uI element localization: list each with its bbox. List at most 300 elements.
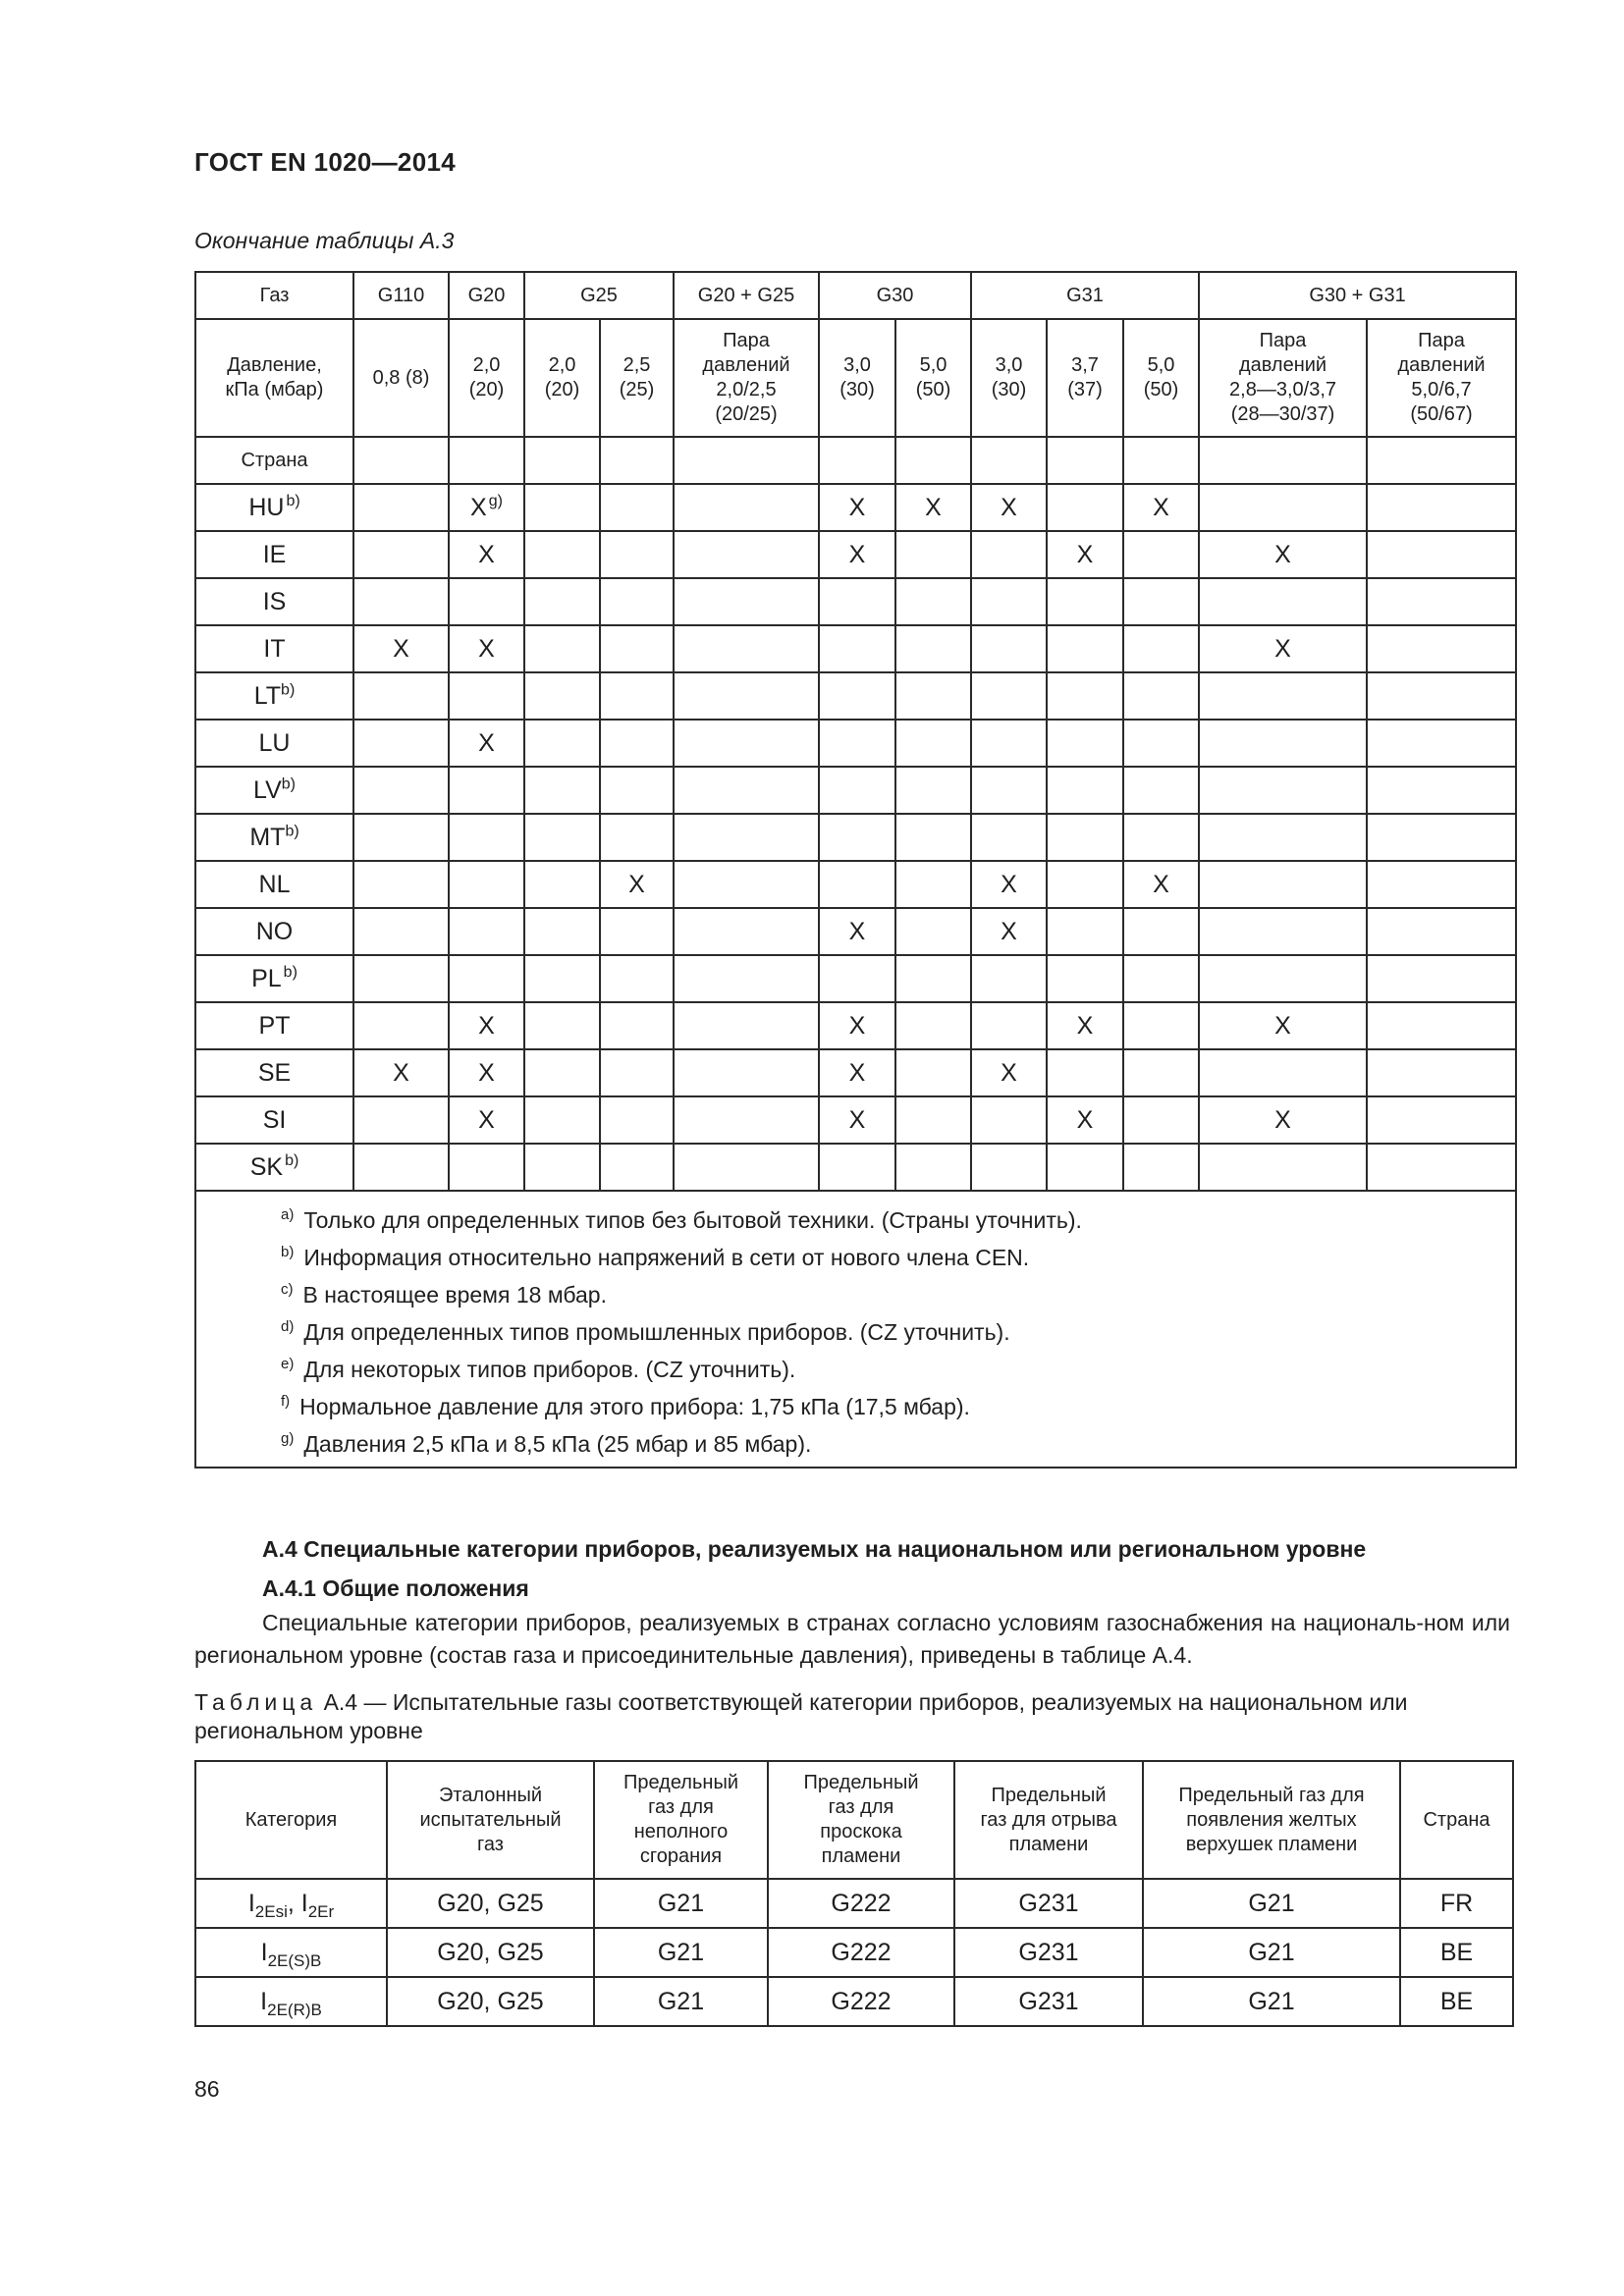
mark-cell bbox=[1199, 672, 1367, 720]
header-cell bbox=[1400, 1761, 1513, 1879]
table-row bbox=[195, 814, 1516, 861]
mark-cell bbox=[674, 578, 819, 625]
mark-cell bbox=[674, 531, 819, 578]
pressure-cell bbox=[1367, 319, 1516, 437]
cell-line: Предельный bbox=[623, 1772, 738, 1793]
footnote bbox=[281, 1201, 1515, 1239]
header-cell bbox=[387, 1761, 594, 1879]
footnote bbox=[281, 1425, 1515, 1463]
pressure-cell bbox=[449, 319, 524, 437]
mark-cell bbox=[600, 1049, 674, 1096]
footnote-text: В настоящее время 18 мбар. bbox=[302, 1282, 607, 1308]
cell-line: (28—30/37) bbox=[1230, 403, 1335, 425]
mark-x: X bbox=[393, 1058, 409, 1087]
notes-cell bbox=[195, 1191, 1516, 1468]
mark-x: X bbox=[1076, 1011, 1094, 1040]
gas-group-cell bbox=[971, 272, 1199, 319]
cell-incomplete bbox=[594, 1879, 768, 1928]
mark-cell bbox=[353, 578, 449, 625]
country-header-row bbox=[195, 437, 1516, 484]
mark-cell bbox=[819, 531, 895, 578]
footnote-text: Только для определенных типов без бытовой техники. (Страны уточнить). bbox=[303, 1207, 1082, 1233]
gas-group-label: G31 bbox=[1066, 284, 1104, 306]
mark-cell bbox=[449, 672, 524, 720]
country-cell bbox=[195, 531, 353, 578]
mark-x: X bbox=[925, 493, 942, 521]
mark-x: X bbox=[1001, 1058, 1017, 1087]
category-base: , I bbox=[287, 1889, 308, 1917]
country-cell bbox=[195, 1049, 353, 1096]
mark-cell bbox=[1123, 531, 1199, 578]
mark-cell bbox=[1199, 625, 1367, 672]
mark-cell bbox=[524, 908, 600, 955]
mark-cell bbox=[524, 767, 600, 814]
pressure-label-cell bbox=[195, 319, 353, 437]
mark-cell bbox=[1123, 672, 1199, 720]
country-code: SI bbox=[262, 1105, 287, 1134]
mark-cell bbox=[819, 720, 895, 767]
mark-cell bbox=[449, 720, 524, 767]
country-code: SK bbox=[249, 1152, 284, 1181]
country-code: LT bbox=[253, 681, 282, 710]
pressure-cell bbox=[971, 319, 1047, 437]
mark-cell bbox=[895, 672, 971, 720]
mark-x: X bbox=[478, 634, 495, 663]
mark-cell bbox=[1199, 578, 1367, 625]
mark-cell bbox=[819, 1144, 895, 1191]
cell-value: BE bbox=[1439, 1987, 1474, 2015]
mark-cell bbox=[1123, 767, 1199, 814]
mark-cell bbox=[1367, 1144, 1516, 1191]
table-row bbox=[195, 1144, 1516, 1191]
cell-line: газ bbox=[477, 1833, 504, 1855]
cell-line: Предельный газ для bbox=[1178, 1784, 1365, 1806]
mark-cell bbox=[674, 814, 819, 861]
category-base: I bbox=[260, 1987, 268, 2015]
cell-line: (50/67) bbox=[1410, 403, 1473, 425]
header-cell bbox=[1143, 1761, 1400, 1879]
mark-x: X bbox=[1076, 540, 1094, 568]
cell-value: BE bbox=[1439, 1938, 1474, 1966]
mark-cell bbox=[971, 955, 1047, 1002]
header-cell bbox=[768, 1761, 954, 1879]
mark-cell bbox=[1367, 720, 1516, 767]
category-sub: 2Er bbox=[307, 1901, 335, 1921]
cell-line: (30) bbox=[839, 379, 875, 400]
category-sub: 2Esi bbox=[254, 1901, 288, 1921]
mark-cell bbox=[353, 484, 449, 531]
cell-country bbox=[1400, 1928, 1513, 1977]
country-cell bbox=[195, 908, 353, 955]
mark-cell bbox=[1047, 720, 1123, 767]
mark-cell bbox=[1367, 814, 1516, 861]
gas-group-cell bbox=[1199, 272, 1516, 319]
mark-x: X bbox=[1274, 540, 1291, 568]
mark-cell bbox=[971, 861, 1047, 908]
mark-cell bbox=[353, 767, 449, 814]
mark-x: X bbox=[478, 540, 495, 568]
header-cell bbox=[954, 1761, 1143, 1879]
cell-value: G21 bbox=[657, 1987, 705, 2015]
country-code: IE bbox=[262, 540, 287, 568]
mark-cell bbox=[1367, 1096, 1516, 1144]
cell-ref bbox=[387, 1977, 594, 2026]
mark-cell bbox=[1047, 814, 1123, 861]
mark-cell bbox=[524, 814, 600, 861]
cell-line: 0,8 (8) bbox=[372, 366, 430, 389]
country-code: MT bbox=[249, 823, 286, 851]
country-code: PT bbox=[258, 1011, 291, 1040]
mark-cell bbox=[895, 861, 971, 908]
category-cell bbox=[195, 1928, 387, 1977]
empty-cell bbox=[1123, 437, 1199, 484]
mark-cell bbox=[895, 1144, 971, 1191]
mark-cell bbox=[819, 625, 895, 672]
country-code: LV bbox=[253, 775, 282, 804]
mark-cell bbox=[600, 814, 674, 861]
mark-cell bbox=[819, 1096, 895, 1144]
mark-cell bbox=[1047, 1002, 1123, 1049]
footnote-mark: e) bbox=[281, 1356, 295, 1373]
footnote bbox=[281, 1388, 1515, 1425]
mark-cell bbox=[1047, 484, 1123, 531]
cell-line: давлений bbox=[702, 354, 790, 376]
section-title: А.4 Специальные категории приборов, реализуемых на национальном или региональном уровне bbox=[262, 1536, 1367, 1562]
mark-cell bbox=[819, 1049, 895, 1096]
cell-line: (20/25) bbox=[715, 403, 778, 425]
footnote-ref: b) bbox=[286, 493, 300, 510]
pressure-cell bbox=[674, 319, 819, 437]
mark-x: X bbox=[1001, 493, 1017, 521]
mark-cell bbox=[895, 955, 971, 1002]
mark-cell bbox=[600, 1144, 674, 1191]
cell-incomplete bbox=[594, 1977, 768, 2026]
table-row bbox=[195, 1879, 1513, 1928]
cell-value: G231 bbox=[1018, 1889, 1079, 1917]
table-row bbox=[195, 672, 1516, 720]
cell-liftoff bbox=[954, 1879, 1143, 1928]
mark-cell bbox=[1123, 1144, 1199, 1191]
mark-cell bbox=[600, 484, 674, 531]
mark-cell bbox=[1199, 1049, 1367, 1096]
mark-cell bbox=[1367, 484, 1516, 531]
mark-cell bbox=[1047, 955, 1123, 1002]
mark-cell bbox=[449, 1096, 524, 1144]
mark-cell bbox=[600, 767, 674, 814]
mark-cell bbox=[1047, 531, 1123, 578]
cell-line: Категория bbox=[244, 1808, 338, 1831]
cell-line: газ для отрыва bbox=[980, 1808, 1117, 1831]
gas-group-label: G30 bbox=[876, 284, 914, 306]
country-label-cell bbox=[195, 437, 353, 484]
mark-cell bbox=[1047, 1096, 1123, 1144]
mark-cell bbox=[524, 861, 600, 908]
country-label: Страна bbox=[241, 449, 308, 471]
cell-line: (25) bbox=[619, 379, 655, 400]
mark-cell bbox=[971, 1144, 1047, 1191]
mark-cell bbox=[449, 578, 524, 625]
mark-cell bbox=[524, 484, 600, 531]
mark-cell bbox=[600, 625, 674, 672]
cell-line: 5,0 bbox=[1147, 354, 1175, 376]
mark-cell bbox=[1199, 1144, 1367, 1191]
cell-value: G222 bbox=[831, 1889, 892, 1917]
cell-line: 3,0 bbox=[995, 354, 1023, 376]
cell-value: G21 bbox=[1248, 1938, 1295, 1966]
table-a4-header-row bbox=[195, 1761, 1513, 1879]
cell-line: Предельный bbox=[991, 1784, 1107, 1806]
cell-line: испытательный bbox=[419, 1808, 562, 1831]
mark-x: X bbox=[628, 870, 645, 898]
cell-line: давлений bbox=[1397, 354, 1486, 376]
cell-yellow bbox=[1143, 1879, 1400, 1928]
notes-row bbox=[195, 1191, 1516, 1468]
mark-x: X bbox=[848, 1105, 866, 1134]
empty-cell bbox=[971, 437, 1047, 484]
footnote-mark: a) bbox=[281, 1206, 295, 1224]
table-row bbox=[195, 1977, 1513, 2026]
mark-cell bbox=[524, 1144, 600, 1191]
mark-cell bbox=[1199, 955, 1367, 1002]
footnote-text: Давления 2,5 кПа и 8,5 кПа (25 мбар и 85 мбар). bbox=[303, 1431, 812, 1457]
footnote-ref: b) bbox=[281, 681, 296, 699]
footnote-text: Для определенных типов промышленных приборов. (CZ уточнить). bbox=[303, 1319, 1010, 1345]
mark-cell bbox=[819, 578, 895, 625]
mark-x: X bbox=[848, 1058, 866, 1087]
mark-cell bbox=[353, 1049, 449, 1096]
category-cell bbox=[195, 1977, 387, 2026]
mark-cell bbox=[971, 484, 1047, 531]
mark-cell bbox=[674, 861, 819, 908]
mark-cell bbox=[819, 955, 895, 1002]
mark-cell bbox=[1123, 578, 1199, 625]
pressure-cell bbox=[1199, 319, 1367, 437]
pressure-cell bbox=[1047, 319, 1123, 437]
cell-line: давлений bbox=[1238, 354, 1327, 376]
cell-value: G20, G25 bbox=[437, 1938, 544, 1966]
cell-line: 3,0 bbox=[843, 354, 871, 376]
mark-cell bbox=[449, 814, 524, 861]
mark-cell bbox=[353, 1144, 449, 1191]
mark-cell bbox=[600, 861, 674, 908]
mark-cell bbox=[674, 1002, 819, 1049]
empty-cell bbox=[600, 437, 674, 484]
mark-cell bbox=[819, 908, 895, 955]
mark-cell bbox=[1123, 625, 1199, 672]
mark-cell bbox=[353, 672, 449, 720]
mark-cell bbox=[524, 1002, 600, 1049]
gas-group-cell bbox=[353, 272, 449, 319]
mark-cell bbox=[600, 720, 674, 767]
country-cell bbox=[195, 814, 353, 861]
cell-flashback bbox=[768, 1879, 954, 1928]
category-base: I bbox=[260, 1938, 268, 1966]
empty-cell bbox=[819, 437, 895, 484]
mark-cell bbox=[600, 1096, 674, 1144]
cell-liftoff bbox=[954, 1977, 1143, 2026]
mark-x: X bbox=[478, 728, 495, 757]
mark-x: X bbox=[1001, 870, 1017, 898]
mark-cell bbox=[524, 578, 600, 625]
mark-cell bbox=[524, 955, 600, 1002]
country-code: PL bbox=[251, 964, 282, 992]
table-row bbox=[195, 861, 1516, 908]
table-row bbox=[195, 625, 1516, 672]
mark-cell bbox=[674, 908, 819, 955]
cell-value: G20, G25 bbox=[437, 1889, 544, 1917]
mark-cell bbox=[1367, 908, 1516, 955]
cell-line: (50) bbox=[1143, 379, 1179, 400]
country-cell bbox=[195, 1144, 353, 1191]
mark-cell bbox=[353, 531, 449, 578]
mark-x: X bbox=[1274, 634, 1291, 663]
cell-value: G21 bbox=[657, 1889, 705, 1917]
mark-cell bbox=[674, 625, 819, 672]
category-base: I bbox=[247, 1889, 255, 1917]
cell-value: G20, G25 bbox=[437, 1987, 544, 2015]
mark-cell bbox=[449, 1002, 524, 1049]
country-cell bbox=[195, 861, 353, 908]
mark-cell bbox=[971, 1096, 1047, 1144]
mark-x: X bbox=[848, 493, 866, 521]
mark-cell bbox=[353, 1096, 449, 1144]
cell-ref bbox=[387, 1879, 594, 1928]
cell-line: (20) bbox=[544, 379, 580, 400]
mark-cell bbox=[895, 814, 971, 861]
subsection-title: А.4.1 Общие положения bbox=[262, 1575, 529, 1601]
mark-cell bbox=[819, 672, 895, 720]
cell-line: проскока bbox=[820, 1821, 902, 1842]
cell-value: G222 bbox=[831, 1987, 892, 2015]
cell-line: неполного bbox=[633, 1821, 729, 1842]
table-row bbox=[195, 1928, 1513, 1977]
empty-cell bbox=[1367, 437, 1516, 484]
mark-cell bbox=[449, 625, 524, 672]
pressure-unit: кПа (мбар) bbox=[225, 379, 324, 400]
mark-cell bbox=[1367, 861, 1516, 908]
mark-cell bbox=[600, 531, 674, 578]
cell-country bbox=[1400, 1879, 1513, 1928]
cell-line: (20) bbox=[468, 379, 505, 400]
mark-cell bbox=[971, 908, 1047, 955]
mark-cell bbox=[1047, 1144, 1123, 1191]
cell-line: 2,8—3,0/3,7 bbox=[1229, 379, 1336, 400]
table-a4-caption-text: А.4 — Испытательные газы соответствующей категории приборов, реализуемых на национальном или региональном уровне bbox=[194, 1689, 1408, 1743]
mark-cell bbox=[524, 1049, 600, 1096]
cell-line: газ для bbox=[648, 1796, 714, 1818]
table-row bbox=[195, 720, 1516, 767]
mark-cell bbox=[1199, 531, 1367, 578]
cell-line: верхушек пламени bbox=[1185, 1833, 1358, 1855]
country-cell bbox=[195, 955, 353, 1002]
cell-line: Пара bbox=[1418, 330, 1465, 351]
cell-line: Страна bbox=[1423, 1808, 1490, 1831]
cell-country bbox=[1400, 1977, 1513, 2026]
mark-cell bbox=[1123, 814, 1199, 861]
pressure-cell bbox=[819, 319, 895, 437]
mark-cell bbox=[895, 1002, 971, 1049]
mark-cell bbox=[353, 720, 449, 767]
pressure-label: Давление, bbox=[227, 354, 322, 376]
mark-cell bbox=[674, 672, 819, 720]
mark-cell bbox=[895, 1049, 971, 1096]
mark-cell bbox=[895, 625, 971, 672]
mark-cell bbox=[819, 861, 895, 908]
mark-cell bbox=[1367, 955, 1516, 1002]
cell-flashback bbox=[768, 1928, 954, 1977]
mark-cell bbox=[674, 1144, 819, 1191]
category-sub: 2E(R)B bbox=[267, 2000, 322, 2019]
mark-cell bbox=[971, 578, 1047, 625]
gas-group-cell bbox=[449, 272, 524, 319]
mark-cell bbox=[449, 1144, 524, 1191]
cell-line: (30) bbox=[991, 379, 1027, 400]
gas-header-row bbox=[195, 272, 1516, 319]
country-code: IT bbox=[263, 634, 286, 663]
gas-group-label: G20 bbox=[467, 284, 506, 306]
footnote bbox=[281, 1239, 1515, 1276]
cell-line: сгорания bbox=[639, 1845, 723, 1867]
mark-cell bbox=[1199, 720, 1367, 767]
cell-line: 2,5 bbox=[623, 354, 651, 376]
gas-label-cell bbox=[195, 272, 353, 319]
mark-cell bbox=[353, 625, 449, 672]
pressure-cell bbox=[524, 319, 600, 437]
mark-x: X bbox=[1001, 917, 1017, 945]
cell-line: 2,0 bbox=[548, 354, 576, 376]
footnote-mark: f) bbox=[281, 1393, 291, 1411]
mark-cell bbox=[1047, 1049, 1123, 1096]
gas-group-cell bbox=[674, 272, 819, 319]
empty-cell bbox=[674, 437, 819, 484]
mark-x: X bbox=[1076, 1105, 1094, 1134]
mark-cell bbox=[600, 1002, 674, 1049]
mark-cell bbox=[895, 1096, 971, 1144]
mark-cell bbox=[600, 908, 674, 955]
mark-cell bbox=[1123, 955, 1199, 1002]
mark-cell bbox=[1123, 1002, 1199, 1049]
mark-cell bbox=[524, 625, 600, 672]
cell-line: 3,7 bbox=[1071, 354, 1099, 376]
country-code: SE bbox=[257, 1058, 292, 1087]
mark-cell bbox=[1367, 1049, 1516, 1096]
footnote-mark: b) bbox=[281, 1244, 295, 1261]
mark-cell bbox=[819, 814, 895, 861]
country-cell bbox=[195, 578, 353, 625]
mark-cell bbox=[1047, 767, 1123, 814]
mark-cell bbox=[353, 861, 449, 908]
mark-x: X bbox=[393, 634, 409, 663]
table-row bbox=[195, 578, 1516, 625]
table-row bbox=[195, 1096, 1516, 1144]
mark-cell bbox=[895, 531, 971, 578]
country-cell bbox=[195, 720, 353, 767]
country-cell bbox=[195, 1002, 353, 1049]
footnote-text: Для некоторых типов приборов. (CZ уточнить). bbox=[303, 1357, 796, 1382]
cell-line: (50) bbox=[915, 379, 951, 400]
category-cell bbox=[195, 1879, 387, 1928]
cell-value: G21 bbox=[1248, 1987, 1295, 2015]
empty-cell bbox=[524, 437, 600, 484]
footnote bbox=[281, 1351, 1515, 1388]
footnote-ref: b) bbox=[281, 775, 296, 793]
pressure-cell bbox=[353, 319, 449, 437]
country-code: IS bbox=[262, 587, 287, 615]
mark-x: X bbox=[1153, 493, 1169, 521]
mark-cell bbox=[1199, 767, 1367, 814]
cell-line: пламени bbox=[821, 1845, 901, 1867]
empty-cell bbox=[895, 437, 971, 484]
